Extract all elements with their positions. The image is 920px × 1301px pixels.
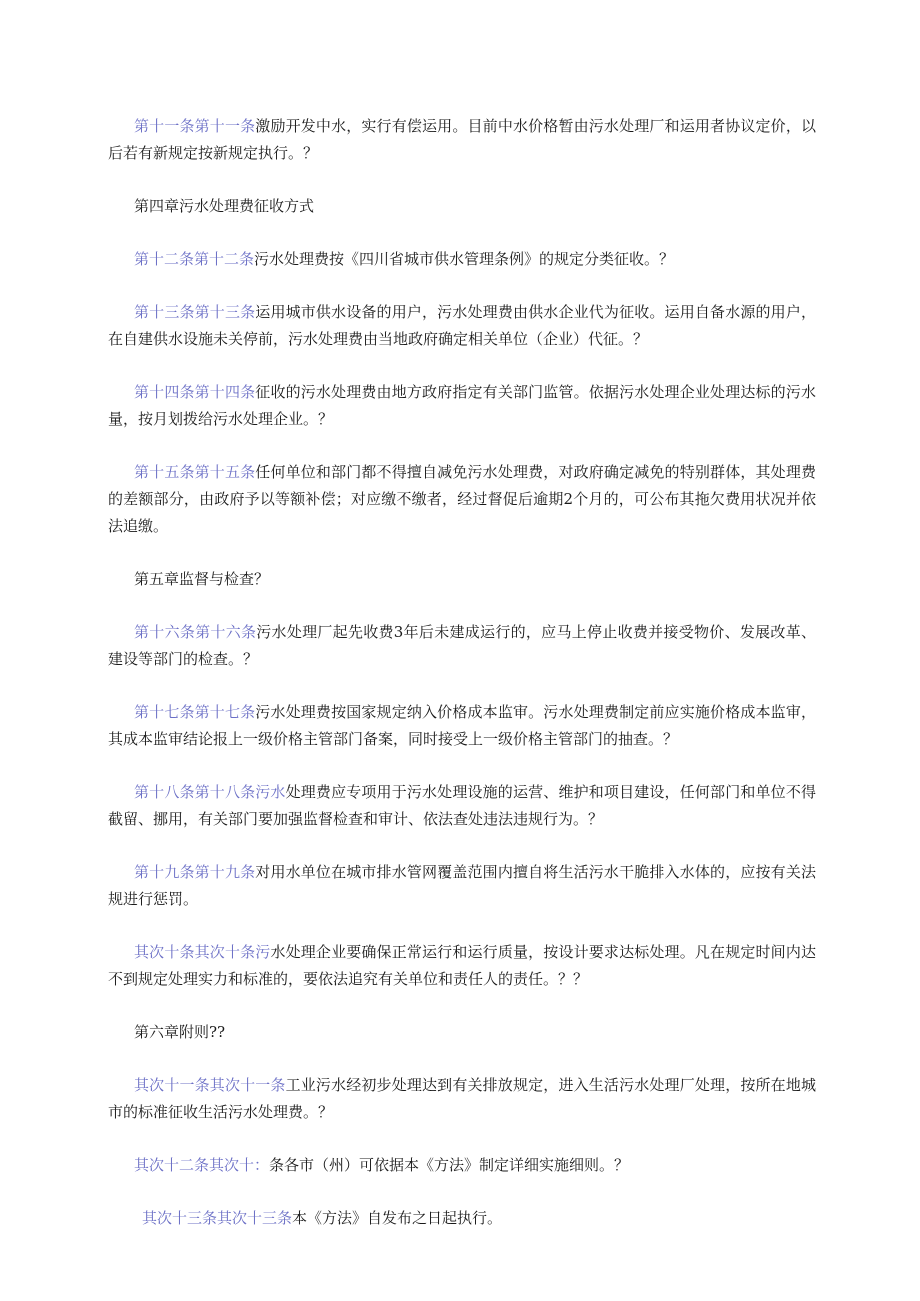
- article-11-text: 激励开发中水，实行有偿运用。目前中水价格暂由污水处理厂和运用者协议定价，以后若有新规定按新规定执行。？: [108, 117, 816, 162]
- article-17-text: 污水处理费按国家规定纳入价格成本监审。污水处理费制定前应实施价格成本监审，其成本监审结论报上一级价格主管部门备案，同时接受上一级价格主管部门的抽查。？: [108, 703, 816, 748]
- article-23: [108, 1205, 816, 1232]
- article-14: [108, 379, 816, 433]
- article-20-text: 水处理企业要确保正常运行和运行质量，按设计要求达标处理。凡在规定时间内达不到规定处理实力和标准的，要依法追究有关单位和责任人的责任。？？: [108, 943, 816, 988]
- article-19-label: 第十九条第十九条: [134, 863, 256, 881]
- article-12-text: 污水处理费按《四川省城市供水管理条例》的规定分类征收。？: [254, 250, 675, 268]
- article-20-label: 其次十条其次十条污: [134, 943, 271, 961]
- article-16-text: 污水处理厂起先收费3年后未建成运行的，应马上停止收费并接受物价、发展改革、建设等部门的检查。？: [108, 623, 816, 668]
- chapter-5-heading: 第五章监督与检查？: [134, 570, 270, 588]
- article-13-label: 第十三条第十三条: [134, 303, 256, 321]
- article-18: [108, 779, 816, 833]
- article-17-label: 第十七条第十七条: [134, 703, 256, 721]
- article-23-text: 本《方法》自发布之日起执行。: [292, 1209, 503, 1227]
- chapter-6-heading: 第六章附则??: [134, 1023, 226, 1041]
- article-15-text: 任何单位和部门都不得擅自减免污水处理费，对政府确定减免的特别群体，其处理费的差额部分，由政府予以等额补偿；对应缴不缴者，经过督促后逾期2个月的，可公布其拖欠费用状况并依法追缴。: [108, 463, 816, 535]
- document-body: [108, 113, 816, 1232]
- article-16-label: 第十六条第十六条: [134, 623, 257, 641]
- article-14-text: 征收的污水处理费由地方政府指定有关部门监管。依据污水处理企业处理达标的污水量，按月划拨给污水处理企业。？: [108, 383, 816, 428]
- article-11-label: 第十一条第十一条: [134, 117, 256, 135]
- article-18-label: 第十八条第十八条污水: [134, 783, 286, 801]
- article-13-text: 运用城市供水设备的用户，污水处理费由供水企业代为征收。运用自备水源的用户，在自建供水设施未关停前，污水处理费由当地政府确定相关单位（企业）代征。？: [108, 303, 816, 348]
- article-20: [108, 939, 816, 993]
- article-14-label: 第十四条第十四条: [134, 383, 256, 401]
- chapter-4-heading: 第四章污水处理费征收方式: [134, 197, 315, 215]
- article-21: [108, 1072, 816, 1126]
- article-12: [108, 246, 816, 273]
- article-12-label: 第十二条第十二条: [134, 250, 255, 268]
- article-22-text: 条各市（州）可依据本《方法》制定详细实施细则。？: [269, 1156, 630, 1174]
- article-17: [108, 699, 816, 753]
- article-19-text: 对用水单位在城市排水管网覆盖范围内擅自将生活污水干脆排入水体的，应按有关法规进行惩罚。: [108, 863, 816, 908]
- article-23-label: 其次十三条其次十三条: [142, 1209, 293, 1227]
- article-11: [108, 113, 816, 167]
- article-22-label: 其次十二条其次十：: [134, 1156, 270, 1174]
- article-22: [108, 1152, 816, 1179]
- article-19: [108, 859, 816, 913]
- article-16: [108, 619, 816, 673]
- article-15-label: 第十五条第十五条: [134, 463, 256, 481]
- article-13: [108, 299, 816, 353]
- article-21-label: 其次十一条其次十一条: [134, 1076, 286, 1094]
- article-15: [108, 459, 816, 540]
- article-21-text: 工业污水经初步处理达到有关排放规定，进入生活污水处理厂处理，按所在地城市的标准征收生活污水处理费。？: [108, 1076, 816, 1121]
- article-18-text: 处理费应专项用于污水处理设施的运营、维护和项目建设，任何部门和单位不得截留、挪用，有关部门要加强监督检查和审计、依法查处违法违规行为。？: [108, 783, 816, 828]
